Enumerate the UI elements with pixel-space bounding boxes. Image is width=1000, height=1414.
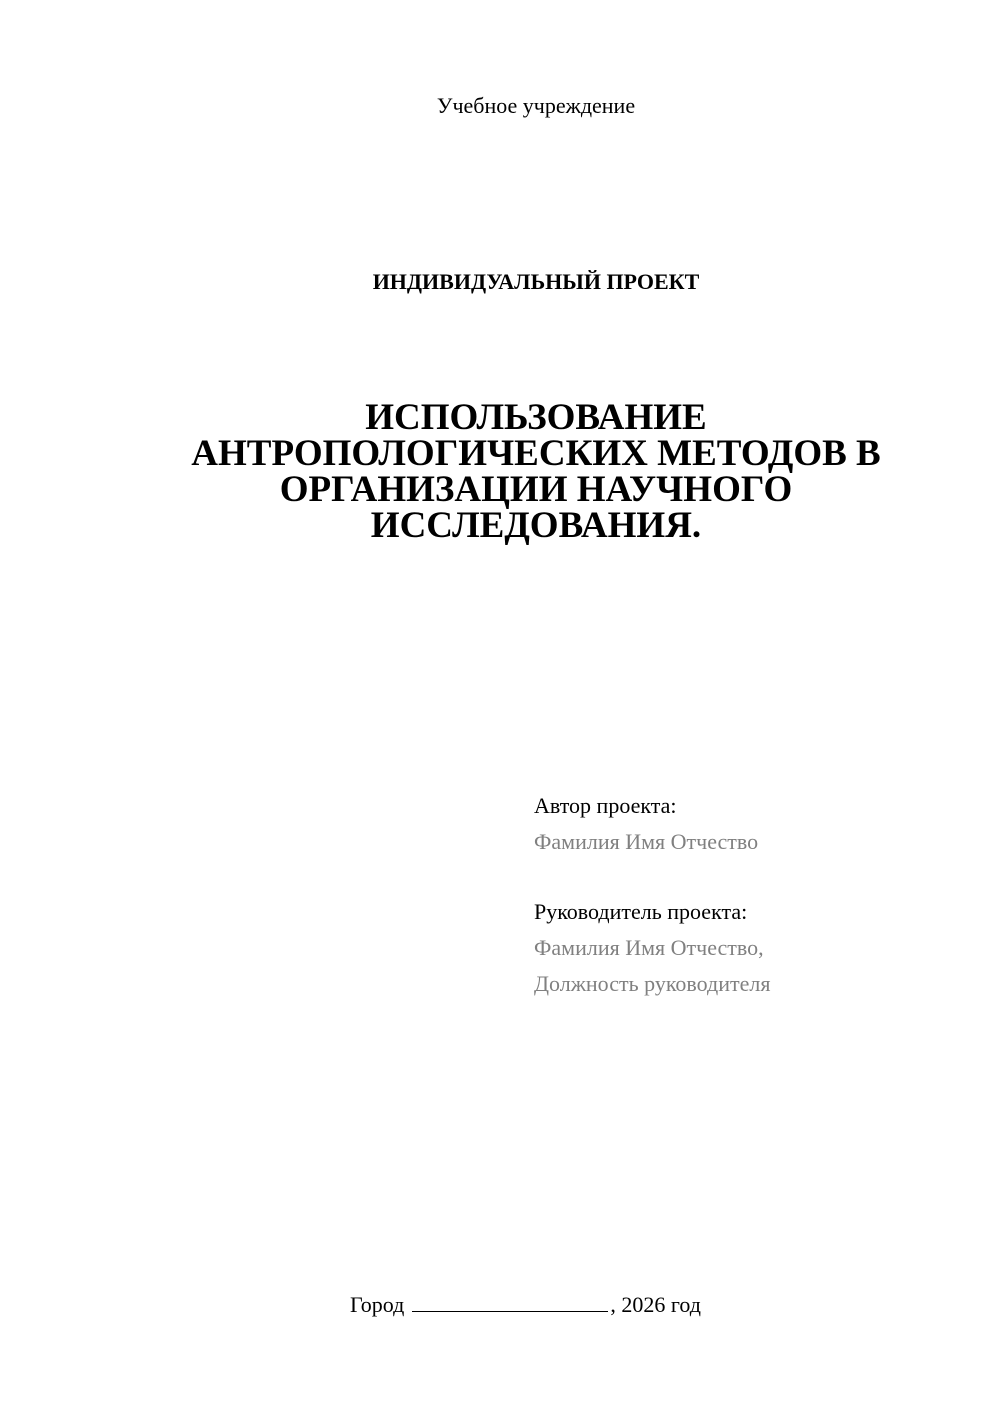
project-title-line: ИСПОЛЬЗОВАНИЕ bbox=[365, 397, 707, 438]
year-text: , 2026 год bbox=[610, 1292, 701, 1317]
supervisor-label: Руководитель проекта: bbox=[534, 899, 748, 924]
institution-name: Учебное учреждение bbox=[436, 93, 636, 118]
project-title-line: ОРГАНИЗАЦИИ НАУЧНОГО bbox=[279, 469, 793, 510]
supervisor-name-placeholder: Фамилия Имя Отчество, bbox=[534, 935, 764, 960]
project-title-line: ИССЛЕДОВАНИЯ. bbox=[370, 505, 702, 546]
author-label: Автор проекта: bbox=[534, 793, 677, 818]
project-title-line: АНТРОПОЛОГИЧЕСКИХ МЕТОДОВ В bbox=[191, 433, 881, 474]
city-year-line bbox=[350, 1290, 701, 1320]
author-name-placeholder: Фамилия Имя Отчество bbox=[534, 829, 759, 854]
document-type: ИНДИВИДУАЛЬНЫЙ ПРОЕКТ bbox=[372, 269, 700, 294]
supervisor-position-placeholder: Должность руководителя bbox=[534, 971, 771, 996]
project-people-block bbox=[534, 788, 974, 1002]
spacer bbox=[534, 860, 974, 894]
project-title bbox=[136, 397, 936, 546]
city-label: Город bbox=[350, 1292, 405, 1317]
city-blank-underline bbox=[412, 1291, 608, 1312]
